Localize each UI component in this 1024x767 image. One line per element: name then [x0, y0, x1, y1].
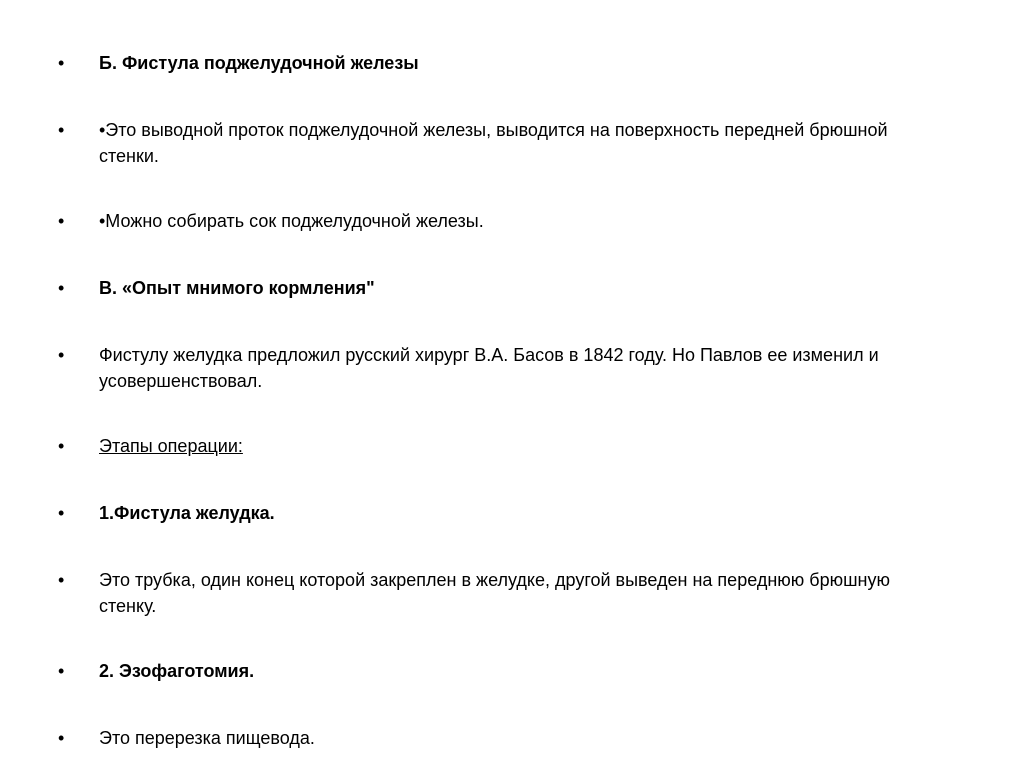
bullet-icon: •: [58, 436, 65, 456]
list-item: [58, 117, 938, 169]
heading-esophagotomy: 2. Эзофаготомия.: [99, 661, 255, 681]
bullet-icon: •: [58, 278, 65, 298]
heading-gastric-fistula: 1.Фистула желудка.: [99, 503, 275, 523]
list-item: [58, 567, 938, 619]
list-item: [58, 725, 938, 751]
bullet-icon: •: [58, 345, 65, 365]
bullet-icon: •: [58, 211, 65, 231]
bullet-icon: •: [58, 728, 65, 748]
bullet-icon: •: [58, 661, 65, 681]
list-item: [58, 208, 938, 234]
list-item-text: •Это выводной проток поджелудочной железы, выводится на поверхность передней брюшной стенки.: [99, 120, 888, 166]
bullet-icon: •: [58, 120, 65, 140]
list-item-text: Фистулу желудка предложил русский хирург В.А. Басов в 1842 году. Но Павлов ее изменил и усовершенствовал.: [99, 345, 879, 391]
heading-pancreas-fistula: Б. Фистула поджелудочной железы: [99, 53, 419, 73]
list-item-text: Это перерезка пищевода.: [99, 728, 315, 748]
heading-sham-feeding: В. «Опыт мнимого кормления": [99, 278, 375, 298]
bullet-icon: •: [58, 570, 65, 590]
list-item: [58, 50, 938, 76]
list-item: [58, 658, 938, 684]
operation-stages-label: Этапы операции:: [99, 436, 243, 456]
list-item-text: Это трубка, один конец которой закреплен в желудке, другой выведен на переднюю брюшную стенку.: [99, 570, 890, 616]
list-item-text: •Можно собирать сок поджелудочной железы.: [99, 211, 484, 231]
list-item: [58, 500, 938, 526]
bullet-icon: •: [58, 53, 65, 73]
list-item: [58, 433, 938, 459]
list-item: [58, 275, 938, 301]
bullet-icon: •: [58, 503, 65, 523]
list-item: [58, 342, 938, 394]
